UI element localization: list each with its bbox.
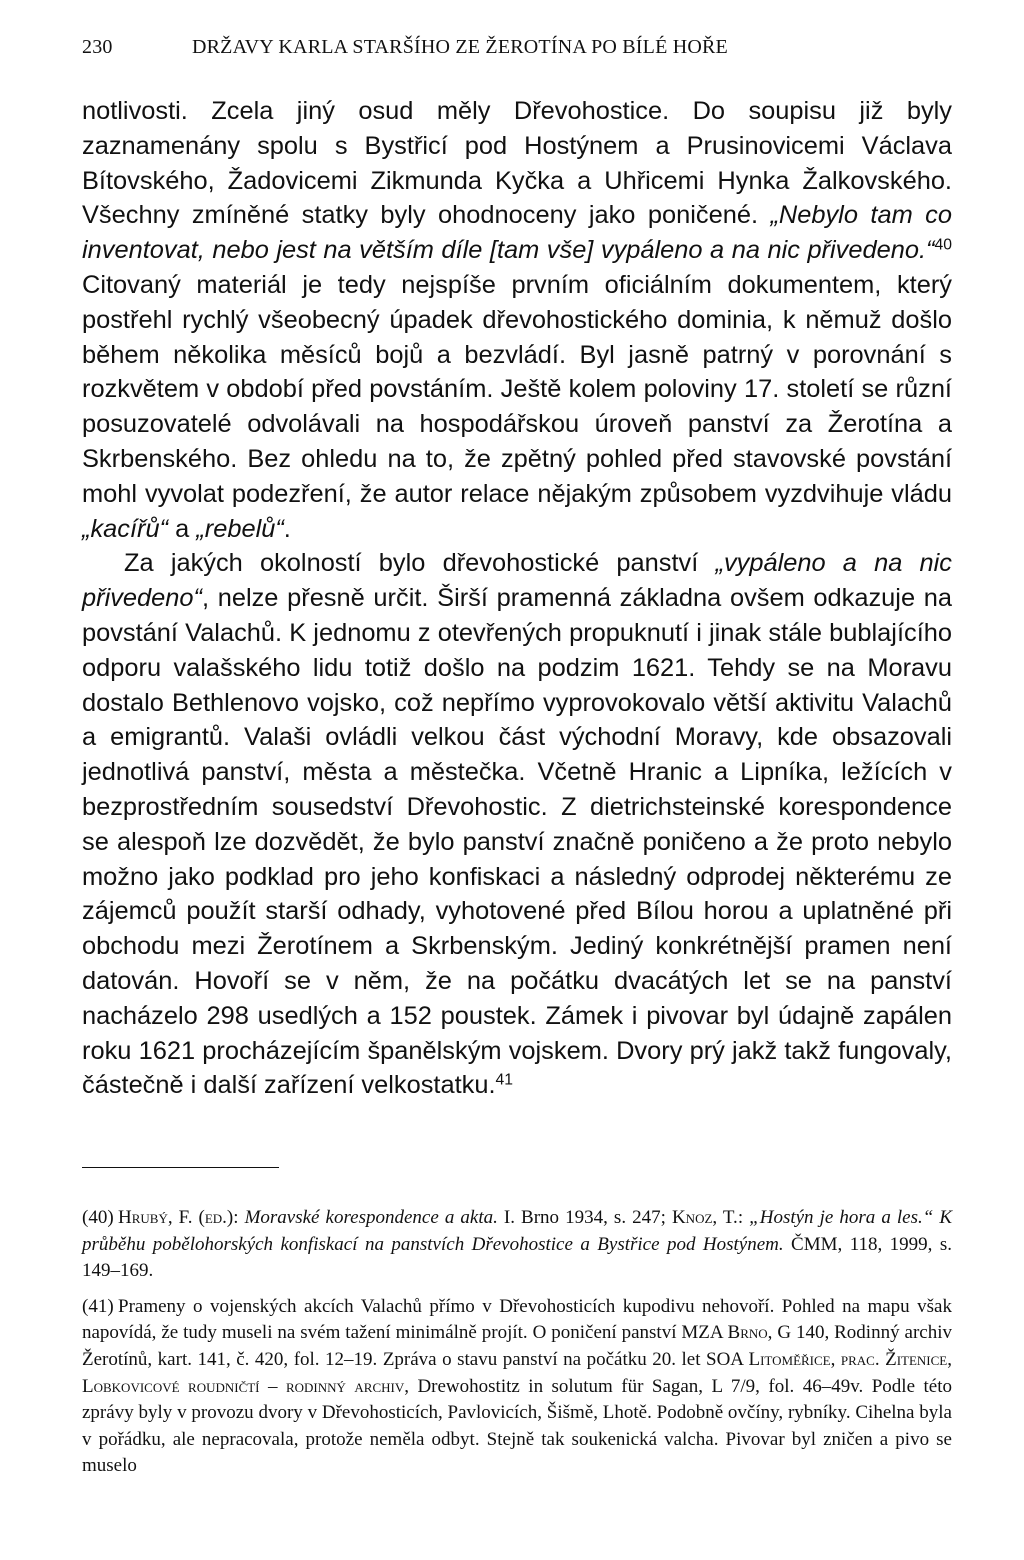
footnote-ref-40[interactable]: 40 xyxy=(934,236,952,254)
paragraph-2-text-b: , nelze přesně určit. Širší pramenná základna ovšem odkazuje na povstání Valachů. K jednomu z otevřených propuknutí i jinak stále bublajícího odporu valašského lidu totiž došlo na podzim 1621. Tehdy se na Moravu dostalo Bethlenovo vojsko, což nepřímo vyprovokovalo větší aktivitu Valachů a emigrantů. Valaši ovládli velkou část východní Moravy, kde obsazovali jednotlivá panství, města a městečka. Včetně Hranic a Lipníka, ležících v bezprostředním sousedství Dřevohostic. Z dietrichsteinské korespondence se alespoň lze dozvědět, že bylo panství značně poničeno a že proto nebylo možno jako podklad pro jeho konfiskaci a následný odprodej některému ze zájemců použít starší odhady, vyhotovené před Bílou horou a uplatněné při obchodu mezi Žerotínem a Skrbenským. Jediný konkrétnější pramen není datován. Hovoří se v něm, že na počátku dvacátých let se na panství nacházelo 298 usedlých a 152 poustek. Zámek i pivovar byl údajně zapálen roku 1621 procházejícím španělským vojskem. Dvory prý jakž takž fungovaly, částečně i další zařízení velkostatku. xyxy=(82,584,952,1100)
paragraph-1 xyxy=(82,94,952,546)
footnote-number: (40) xyxy=(82,1207,114,1228)
main-text xyxy=(82,94,952,1103)
footnote-text: : xyxy=(233,1207,245,1228)
page-number: 230 xyxy=(82,36,113,58)
quotation-rebels: „rebelů“ xyxy=(196,514,284,543)
quotation-burned: „vypáleno a na nic přivedeno“ xyxy=(82,549,952,613)
paragraph-1-text-b: Citovaný materiál je tedy nejspíše prvním oficiálním dokumentem, který postřehl rychlý všeobecný úpadek dřevohostického dominia, k němuž došlo během několika měsíců bojů a bezvládí. Byl jasně patrný v porovnání s rozkvětem v období před povstáním. Ještě kolem poloviny 17. století se různí posuzovatelé odvolávali na hospodářskou úroveň panství za Žerotína a Skrbenského. Bez ohledu na to, že zpětný pohled před stavovské povstání mohl vyvolat podezření, že autor relace nějakým způsobem vyzdvihuje vládu xyxy=(82,270,952,508)
paragraph-1-text-d: . xyxy=(283,514,291,543)
quotation-heretics: „kacířů“ xyxy=(82,514,169,543)
running-header xyxy=(82,36,964,59)
paragraph-2-text-a: Za jakých okolností bylo dřevohostické panství xyxy=(124,549,716,578)
footnote-separator xyxy=(82,1167,279,1168)
paragraph-2 xyxy=(82,546,952,1103)
paragraph-1-text-c: a xyxy=(168,514,197,543)
footnote-41 xyxy=(82,1294,952,1480)
running-title: DRŽAVY KARLA STARŠÍHO ZE ŽEROTÍNA PO BÍLÉ HOŘE xyxy=(192,36,728,58)
archive-name: Brno xyxy=(727,1322,768,1344)
footnote-text: , G 140, Rodinný archiv Žerotínů, kart. 141, č. 420, fol. 12–19. Zpráva o stavu panství na počátku 20. let SOA xyxy=(82,1322,952,1370)
footnote-title: Moravské korespondence a akta. xyxy=(244,1207,498,1228)
footnote-author: Knoz, T. xyxy=(671,1207,738,1228)
footnote-author: Hrubý, F. (ed.) xyxy=(118,1207,234,1228)
footnote-title: „Hostýn je hora a les.“ K průběhu pobělohorských konfiskací na panstvích Dřevohostice a Bystřice pod Hostýnem. xyxy=(82,1207,953,1255)
quotation-inventory: „Nebylo tam co inventovat, nebo jest na větším díle [tam vše] vypáleno a na nic přivedeno.“ xyxy=(82,201,952,265)
footnote-number: (41) xyxy=(82,1295,114,1317)
footnote-40 xyxy=(82,1205,952,1285)
footnote-text: ČMM, 118, 1999, s. 149–169. xyxy=(82,1233,952,1282)
footnotes xyxy=(82,1205,952,1480)
footnote-text: I. Brno 1934, s. 247; xyxy=(497,1207,672,1228)
paragraph-1-text-a: notlivosti. Zcela jiný osud měly Dřevohostice. Do soupisu již byly zaznamenány spolu s Bystřicí pod Hostýnem a Prusinovicemi Václava Bítovského, Žadovicemi Zikmunda Kyčka a Uhřicemi Hynka Žalkovského. Všechny zmíněné statky byly ohodnoceny jako poničené. xyxy=(82,97,952,230)
footnote-text: Prameny o vojenských akcích Valachů přímo v Dřevohosticích kupodivu nehovoří. Pohled na mapu však napovídá, že tudy museli na svém tažení minimálně projít. O poničení panství MZA xyxy=(82,1295,952,1344)
footnote-text: , Drewohostitz in solutum für Sagan, L 7/9, fol. 46–49v. Podle této zprávy byly v provozu dvory v Dřevohosticích, Pavlovicích, Šišmě, Lhotě. Podobně ovčíny, rybníky. Cihelna byla v pořádku, ale nepracovala, protože neměla odbyt. Stejně tak soukenická valcha. Pivovar byl zničen a pivo se muselo xyxy=(82,1375,952,1477)
archive-name: Litoměřice, prac. Žitenice, Lobkovicové roudničtí – rodinný archiv xyxy=(82,1348,953,1397)
footnote-text: : xyxy=(737,1207,750,1228)
footnote-ref-41[interactable]: 41 xyxy=(495,1071,514,1089)
